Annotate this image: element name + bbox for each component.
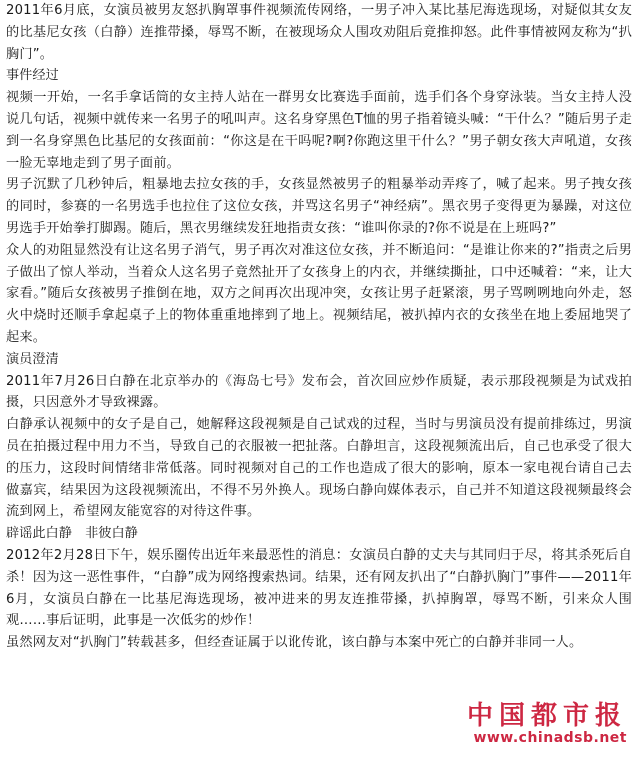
event-paragraph-2: 男子沉默了几秒钟后，粗暴地去拉女孩的手，女孩显然被男子的粗暴举动弄疼了，喊了起来。男子拽女孩的同时，参赛的一名男选手也拉住了这位女孩，并骂这名男子“神经病”。黑衣男子变得更为暴躁，对这位男选手开始拳打脚踢。随后，黑衣男继续发狂地指责女孩：“谁叫你录的?你不说是在上班吗?” [6,177,632,236]
section-heading-event: 事件经过 [6,68,59,84]
intro-paragraph: 2011年6月底，女演员被男友怒扒胸罩事件视频流传网络，一男子冲入某比基尼海选现场，对疑似其女友的比基尼女孩（白静）连推带搡，辱骂不断，在被现场众人围攻劝阻后竟推抑怒。此件事情被网友称为“扒胸门”。 [6,3,632,62]
clarify-paragraph-2: 白静承认视频中的女子是自己，她解释这段视频是自己试戏的过程，当时与男演员没有提前排练过，男演员在拍摄过程中用力不当，导致自己的衣服被一把扯落。白静坦言，这段视频流出后，自己也承受了很大的压力，这段时间情绪非常低落。同时视频对自己的工作也造成了很大的影响，原本一家电视台请自己去做嘉宾，结果因为这段视频流出，不得不另外换人。现场白静向媒体表示，自己并不知道这段视频最终会流到网上，希望网友能宽容的对待这件事。 [6,417,632,520]
watermark-url: www.chinadsb.net [473,730,627,746]
event-paragraph-1: 视频一开始，一名手拿话筒的女主持人站在一群男女比赛选手面前，选手们各个身穿泳装。当女主持人没说几句话，视频中就传来一名男子的吼叫声。这名身穿黑色T恤的男子指着镜头喊：“干什么？”随后男子走到一名身穿黑色比基尼的女孩面前：“你这是在干吗呢?啊?你跑这里干什么？”男子朝女孩大声吼道，女孩一脸无辜地走到了男子面前。 [6,90,632,171]
watermark-logo [467,702,627,746]
clarify-paragraph-1: 2011年7月26日白静在北京举办的《海岛七号》发布会，首次回应炒作质疑，表示那段视频是为试戏拍摄，只因意外才导致裸露。 [6,373,632,411]
rumor-paragraph-2: 虽然网友对“扒胸门”转载甚多，但经查证属于以讹传讹，该白静与本案中死亡的白静并非同一人。 [6,635,583,651]
section-heading-rumor: 辟谣此白静 非彼白静 [6,526,138,542]
section-heading-clarify: 演员澄清 [6,351,59,367]
watermark-name: 中国都市报 [466,701,627,731]
rumor-paragraph-1: 2012年2月28日下午，娱乐圈传出近年来最恶性的消息：女演员白静的丈夫与其同归于尽，将其杀死后自杀！因为这一恶性事件，“白静”成为网络搜索热词。结果，还有网友扒出了“白静扒胸门”事件——2011年6月，女演员白静在一比基尼海选现场，被冲进来的男友连推带搡，扒掉胸罩，辱骂不断，引来众人围观……事后证明，此事是一次低劣的炒作！ [6,547,632,629]
article-body [6,0,632,654]
event-paragraph-3: 众人的劝阻显然没有让这名男子消气，男子再次对准这位女孩，并不断追问：“是谁让你来的?”指责之后男子做出了惊人举动，当着众人这名男子竟然扯开了女孩身上的内衣，并继续撕扯，口中还喊着：“来，让大家看。”随后女孩被男子推倒在地，双方之间再次出现冲突，女孩让男子赶紧滚，男子骂咧咧地向外走，怒火中烧时还顺手拿起桌子上的物体重重地摔到了地上。视频结尾，被扒掉内衣的女孩坐在地上委屈地哭了起来。 [6,242,632,345]
